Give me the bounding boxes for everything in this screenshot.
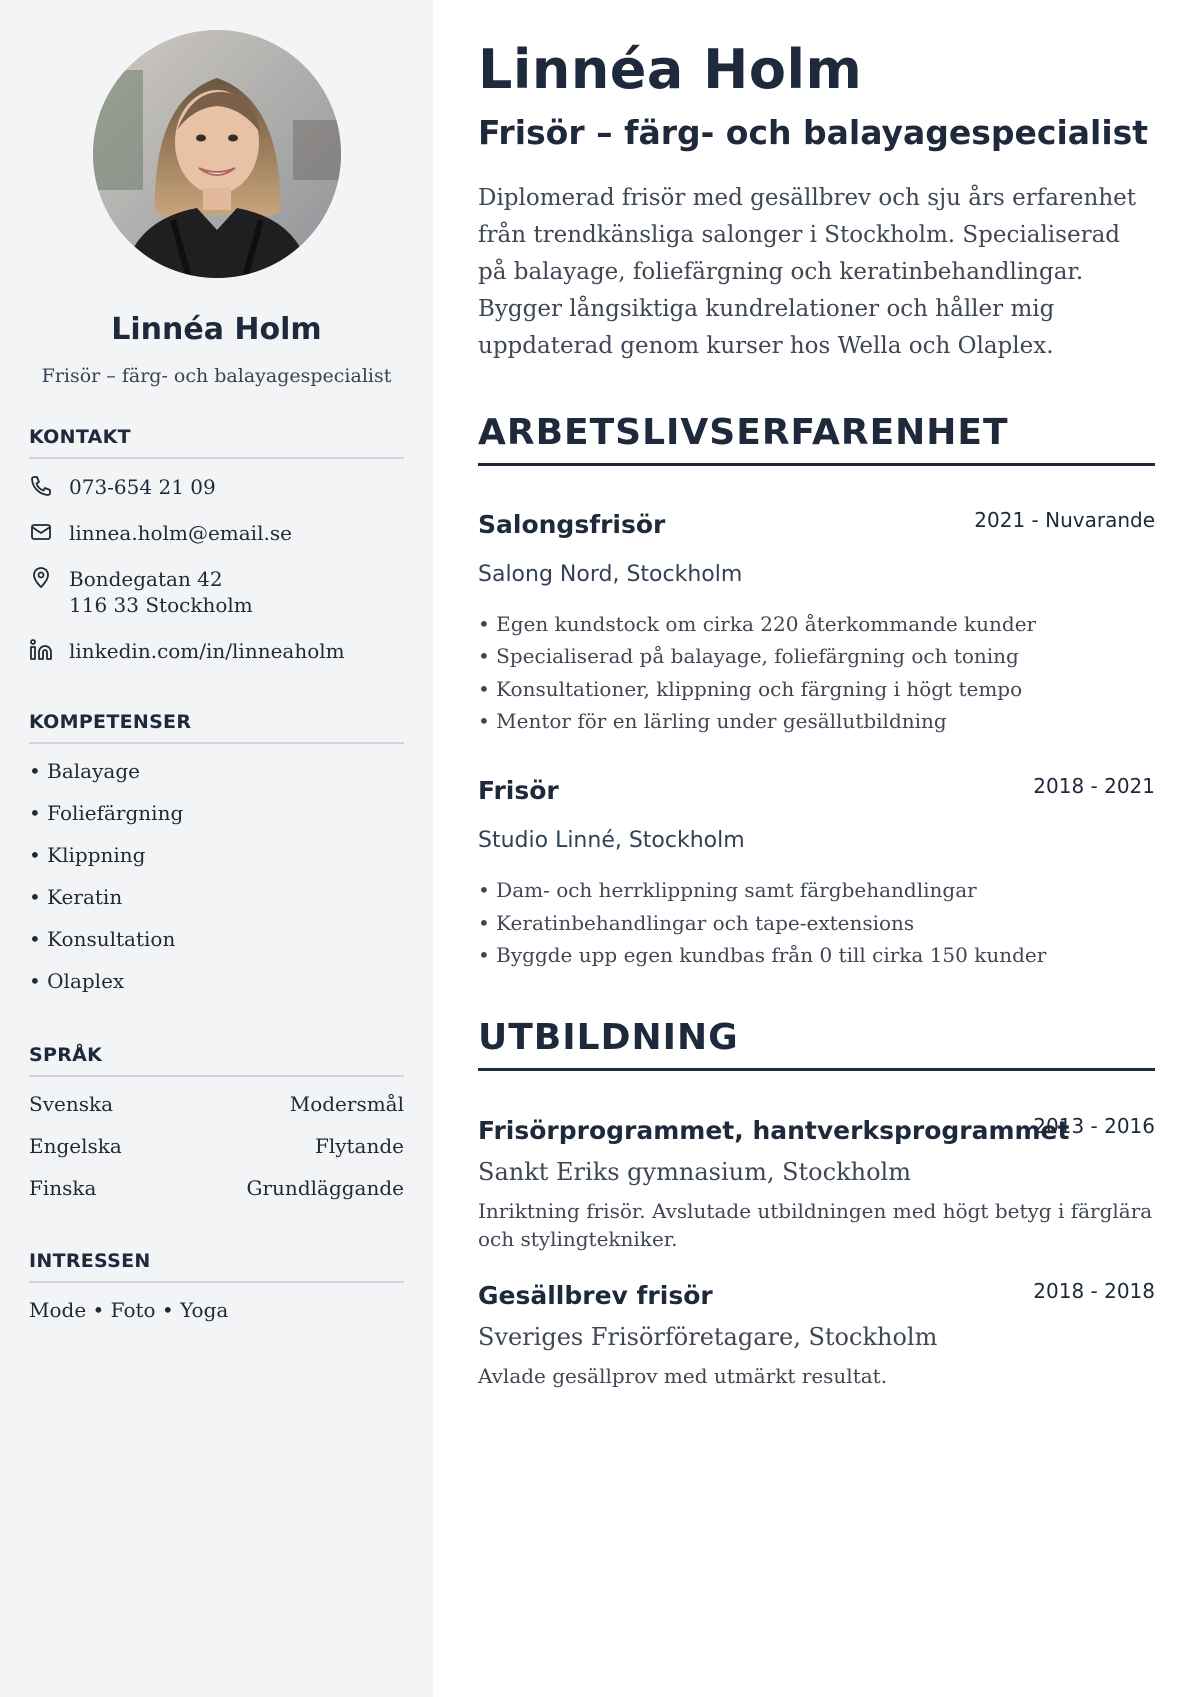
address-street: Bondegatan 42 [69,567,223,591]
linkedin-icon [29,638,53,662]
skills-section [29,711,404,1001]
phone-icon [29,474,53,498]
language-level: Grundläggande [246,1176,404,1200]
skill-item: • Konsultation [29,927,176,951]
language-name: Engelska [29,1134,122,1158]
contact-phone [29,474,216,500]
interests-list: Mode • Foto • Yoga [29,1298,229,1322]
job-dates: 2018 - 2021 [1033,774,1155,798]
skill-item: • Olaplex [29,969,125,993]
education-heading: UTBILDNING [478,1017,1155,1071]
education-school: Sankt Eriks gymnasium, Stockholm [478,1158,911,1186]
contact-linkedin [29,638,345,664]
language-name: Finska [29,1176,97,1200]
phone-number[interactable]: 073-654 21 09 [69,475,216,499]
profile-summary: Diplomerad frisör med gesällbrev och sju års erfarenhet från trendkänsliga salonger i Stockholm. Specialiserad på balayage, foliefärgning och keratinbehandlingar. Bygger långsiktiga kundrelationer och håller mig uppdaterad genom kurser hos Wella och Olaplex. [478,185,1137,359]
job-bullet: • Specialiserad på balayage, foliefärgning och toning [478,644,1019,668]
job-title: Salongsfrisör [478,510,666,539]
contact-section [29,426,404,666]
language-level: Modersmål [289,1092,404,1116]
skill-item: • Keratin [29,885,123,909]
contact-heading: KONTAKT [29,426,404,459]
contact-address [29,566,253,618]
job-bullet: • Keratinbehandlingar och tape-extensions [478,911,915,935]
language-row [29,1134,404,1158]
job-dates: 2021 - Nuvarande [974,508,1155,532]
page-title: Linnéa Holm [478,38,863,101]
languages-heading: SPRÅK [29,1044,404,1077]
interests-heading: INTRESSEN [29,1250,404,1283]
experience-heading: ARBETSLIVSERFARENHET [478,412,1155,466]
job-company: Studio Linné, Stockholm [478,828,745,853]
job-bullet: • Byggde upp egen kundbas från 0 till cirka 150 kunder [478,943,1047,967]
job-bullet: • Dam- och herrklippning samt färgbehandlingar [478,878,977,902]
sidebar-name: Linnéa Holm [111,312,322,347]
job-bullet: • Egen kundstock om cirka 220 återkommande kunder [478,612,1037,636]
location-pin-icon [29,566,53,590]
job-headline: Frisör – färg- och balayagespecialist [478,113,1149,152]
interests-section [29,1250,404,1330]
skill-item: • Foliefärgning [29,801,184,825]
education-degree: Gesällbrev frisör [478,1281,713,1310]
job-title: Frisör [478,776,559,805]
job-bullet: • Mentor för en lärling under gesällutbildning [478,709,947,733]
job-bullet: • Konsultationer, klippning och färgning i högt tempo [478,677,1023,701]
education-degree: Frisörprogrammet, hantverksprogrammet [478,1116,1070,1145]
skill-item: • Balayage [29,759,140,783]
job-company: Salong Nord, Stockholm [478,562,743,587]
language-name: Svenska [29,1092,114,1116]
education-description: Inriktning frisör. Avslutade utbildningen med högt betyg i färglära och stylingtekniker. [478,1199,1153,1251]
linkedin-url[interactable]: linkedin.com/in/linneaholm [69,639,345,663]
language-row [29,1092,404,1116]
language-level: Flytande [314,1134,404,1158]
mail-icon [29,520,53,544]
education-description: Avlade gesällprov med utmärkt resultat. [478,1364,888,1388]
contact-email [29,520,292,546]
education-dates: 2018 - 2018 [1033,1279,1155,1303]
sidebar [0,0,433,1697]
languages-section [29,1044,404,1204]
address-city: 116 33 Stockholm [69,593,253,617]
language-row [29,1176,404,1200]
education-school: Sveriges Frisörföretagare, Stockholm [478,1323,938,1351]
sidebar-job-title: Frisör – färg- och balayagespecialist [41,365,392,387]
education-dates: 2013 - 2016 [1033,1114,1155,1138]
skill-item: • Klippning [29,843,146,867]
address [69,566,253,618]
skills-heading: KOMPETENSER [29,711,404,744]
email-address[interactable]: linnea.holm@email.se [69,521,292,545]
profile-photo [93,30,341,278]
